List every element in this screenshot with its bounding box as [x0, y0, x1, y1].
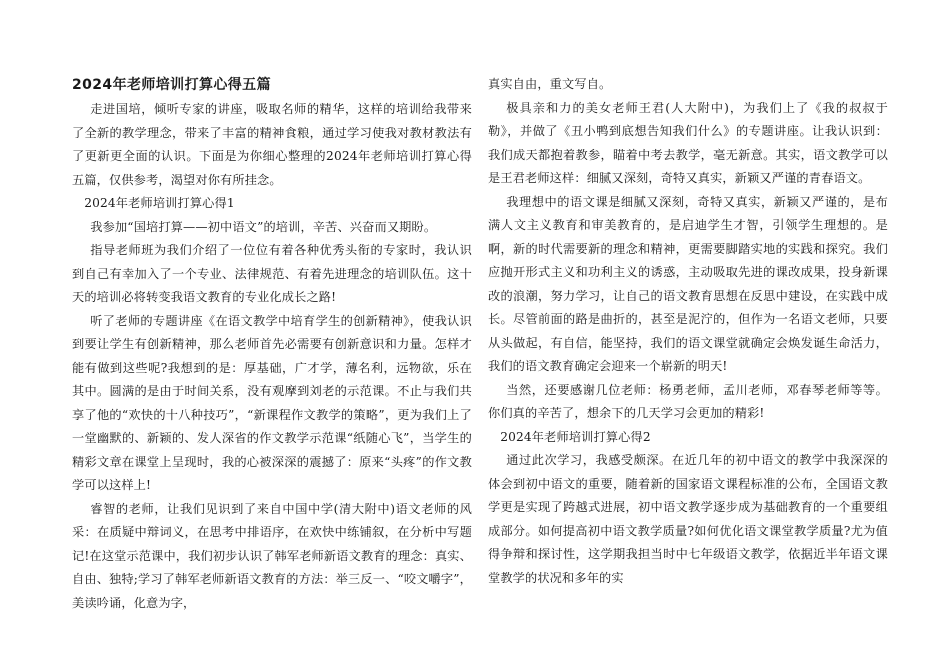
paragraph: 通过此次学习，我感受颇深。在近几年的初中语文的教学中我深深的体会到初中语文的重要，随着新的国家语文课程标准的公布，全国语文教学更是实现了跨越式进展，初中语文教学逐步成为基础教育的一个重要组成部分。如何提高初中语文教学质量?如何优化语文课堂教学质量?尤为值得争辩和探讨性，这学期我担当时中七年级语文教学，依据近半年语文课堂教学的状况和多年的实 — [488, 453, 888, 585]
paragraph: 指导老师班为我们介绍了一位位有着各种优秀头衔的专家时，我认识到自己有幸加入了一个专业、法律规范、有着先进理念的培训队伍。这十天的培训必将转变我语文教育的专业化成长之路! — [72, 243, 472, 304]
page-title: 2024年老师培训打算心得五篇 — [72, 77, 271, 93]
paragraph: 睿智的老师，让我们见识到了来自中国中学(清大附中)语文老师的风采：在质疑中辩词义，在思考中排语序，在欢快中练铺叙，在分析中写题记!在这堂示范课中，我们初步认识了韩军老师新语文教育的理念：真实、自由、独特;学习了韩军老师新语文教育的方法：举三反一、“咬文嚼字”，美读吟诵，化意为字， — [72, 501, 472, 610]
right-column — [488, 73, 888, 590]
paragraph: 当然，还要感谢几位老师：杨勇老师，孟川老师，邓春琴老师等等。你们真的辛苦了，想余下的几天学习会更加的精彩! — [488, 382, 888, 420]
paragraph: 我理想中的语文课是细腻又深刻，奇特又真实，新颖又严谨的，是布满人文主义教育和审美教育的，是启迪学生才智，引领学生理想的。是啊，新的时代需要新的理念和精神，更需要脚踏实地的实践和探究。我们应抛开形式主义和功利主义的诱惑，主动吸取先进的课改成果，投身新课改的浪潮，努力学习，让自己的语文教育思想在反思中建设，在实践中成长。尽管前面的路是曲折的，甚至是泥泞的，但作为一名语文老师，只要从头做起，有自信，能坚持，我们的语文课堂就确定会焕发诞生命活力，我们的语文教育确定会迎来一个崭新的明天! — [488, 194, 888, 373]
paragraph: 极具亲和力的美女老师王君(人大附中)，为我们上了《我的叔叔于勒》，并做了《丑小鸭到底想告知我们什么》的专题讲座。让我认识到：我们成天都抱着教参，瞄着中考去教学，毫无新意。其实，语文教学可以是王君老师这样：细腻又深刻，奇特又真实，新颖又严谨的青春语文。 — [488, 100, 888, 185]
paragraph: 我参加“国培打算——初中语文”的培训，辛苦、兴奋而又期盼。 — [90, 219, 437, 234]
paragraph: 听了老师的专题讲座《在语文教学中培育学生的创新精神》，使我认识到要让学生有创新精神，那么老师首先必需要有创新意识和力量。怎样才能有做到这些呢?我想到的是：厚基础，广才学，薄名利，远物欲，乐在其中。圆满的是由于时间关系，没有观摩到刘老的示范课。不止与我们共享了他的“欢快的十八种技巧”，“新课程作文教学的策略”，更为我们上了一堂幽默的、新颖的、发人深省的作文教学示范课“纸随心飞”，当学生的精彩文章在课堂上呈现时，我的心被深深的震撼了：原来“头疼”的作文教学可以这样上! — [72, 313, 472, 492]
paragraph: 走进国培，倾听专家的讲座，吸取名师的精华，这样的培训给我带来了全新的教学理念，带来了丰富的精神食粮，通过学习使我对教材教法有了更新更全面的认识。下面是为你细心整理的2024年老师培训打算心得五篇，仅供参考，渴望对你有所挂念。 — [72, 102, 472, 187]
left-column — [72, 64, 472, 615]
section-heading: 2024年老师培训打算心得2 — [500, 429, 651, 444]
right-column-body — [488, 73, 888, 590]
section-heading: 2024年老师培训打算心得1 — [84, 196, 235, 210]
left-column-body — [72, 98, 472, 615]
paragraph: 真实自由，重文写自。 — [488, 77, 612, 91]
